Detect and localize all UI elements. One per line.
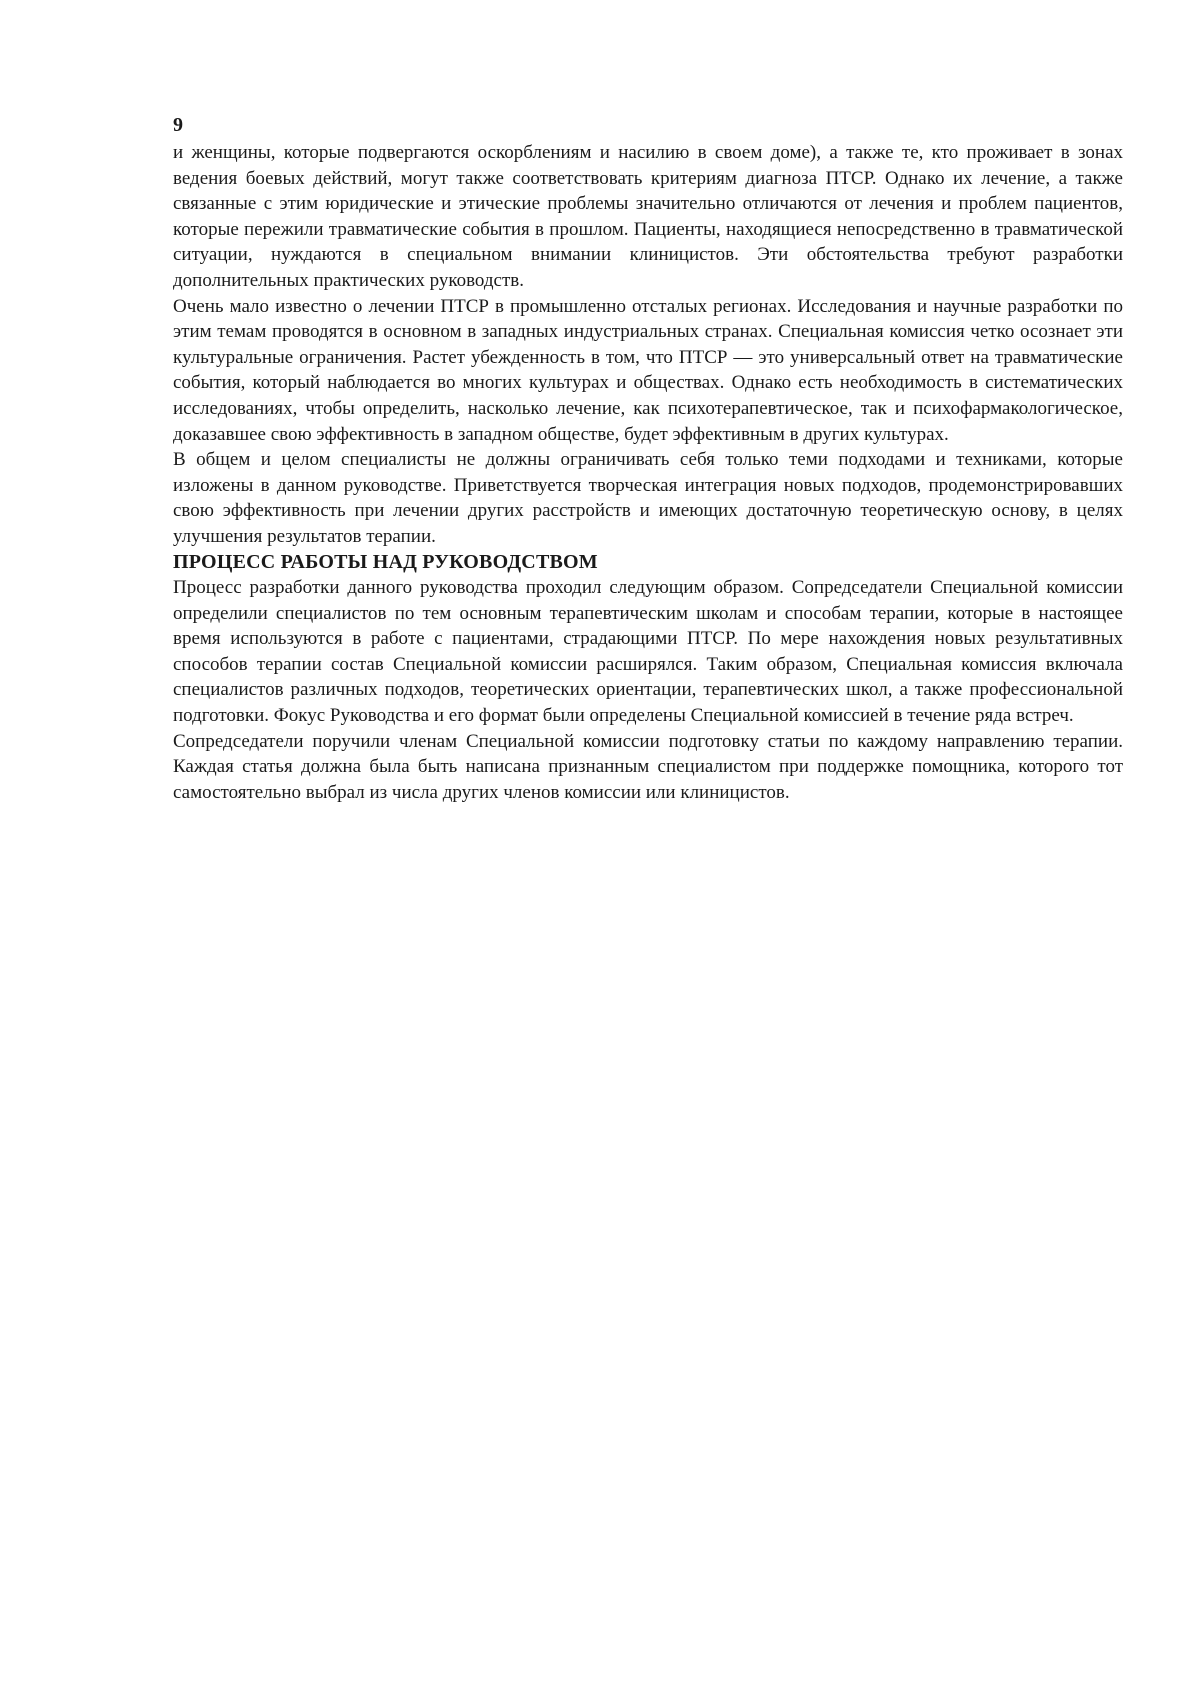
section-heading: ПРОЦЕСС РАБОТЫ НАД РУКОВОДСТВОМ: [173, 550, 598, 573]
document-page: [173, 112, 1123, 805]
paragraph: В общем и целом специалисты не должны ограничивать себя только теми подходами и техниками, которые изложены в данном руководстве. Приветствуется творческая интеграция новых подходов, продемонстрировавших свою эффективность при лечении других расстройств и имеющих достаточную теоретическую основу, в целях улучшения результатов терапии.: [173, 449, 1123, 547]
page-number: 9: [173, 114, 183, 136]
paragraph: Очень мало известно о лечении ПТСР в промышленно отсталых регионах. Исследования и научные разработки по этим темам проводятся в основном в западных индустриальных странах. Специальная комиссия четко осознает эти культуральные ограничения. Растет убежденность в том, что ПТСР — это универсальный ответ на травматические события, который наблюдается во многих культурах и обществах. Однако есть необходимость в систематических исследованиях, чтобы определить, насколько лечение, как психотерапевтическое, так и психофармакологическое, доказавшее свою эффективность в западном обществе, будет эффективным в других культурах.: [173, 295, 1123, 445]
paragraph: Процесс разработки данного руководства проходил следующим образом. Сопредседатели Специальной комиссии определили специалистов по тем основным терапевтическим школам и способам терапии, которые в настоящее время используются в работе с пациентами, страдающими ПТСР. По мере нахождения новых результативных способов терапии состав Специальной комиссии расширялся. Таким образом, Специальная комиссия включала специалистов различных подходов, теоретических ориентации, терапевтических школ, а также профессиональной подготовки. Фокус Руководства и его формат были определены Специальной комиссией в течение ряда встреч.: [173, 577, 1123, 727]
paragraph: Сопредседатели поручили членам Специальной комиссии подготовку статьи по каждому направлению терапии. Каждая статья должна была быть написана признанным специалистом при поддержке помощника, которого тот самостоятельно выбрал из числа других членов комиссии или клиницистов.: [173, 730, 1123, 803]
paragraph: и женщины, которые подвергаются оскорблениям и насилию в своем доме), а также те, кто проживает в зонах ведения боевых действий, могут также соответствовать критериям диагноза ПТСР. Однако их лечение, а также связанные с этим юридические и этические проблемы значительно отличаются от лечения и проблем пациентов, которые пережили травматические события в прошлом. Пациенты, находящиеся непосредственно в травматической ситуации, нуждаются в специальном внимании клиницистов. Эти обстоятельства требуют разработки дополнительных практических руководств.: [173, 142, 1123, 291]
